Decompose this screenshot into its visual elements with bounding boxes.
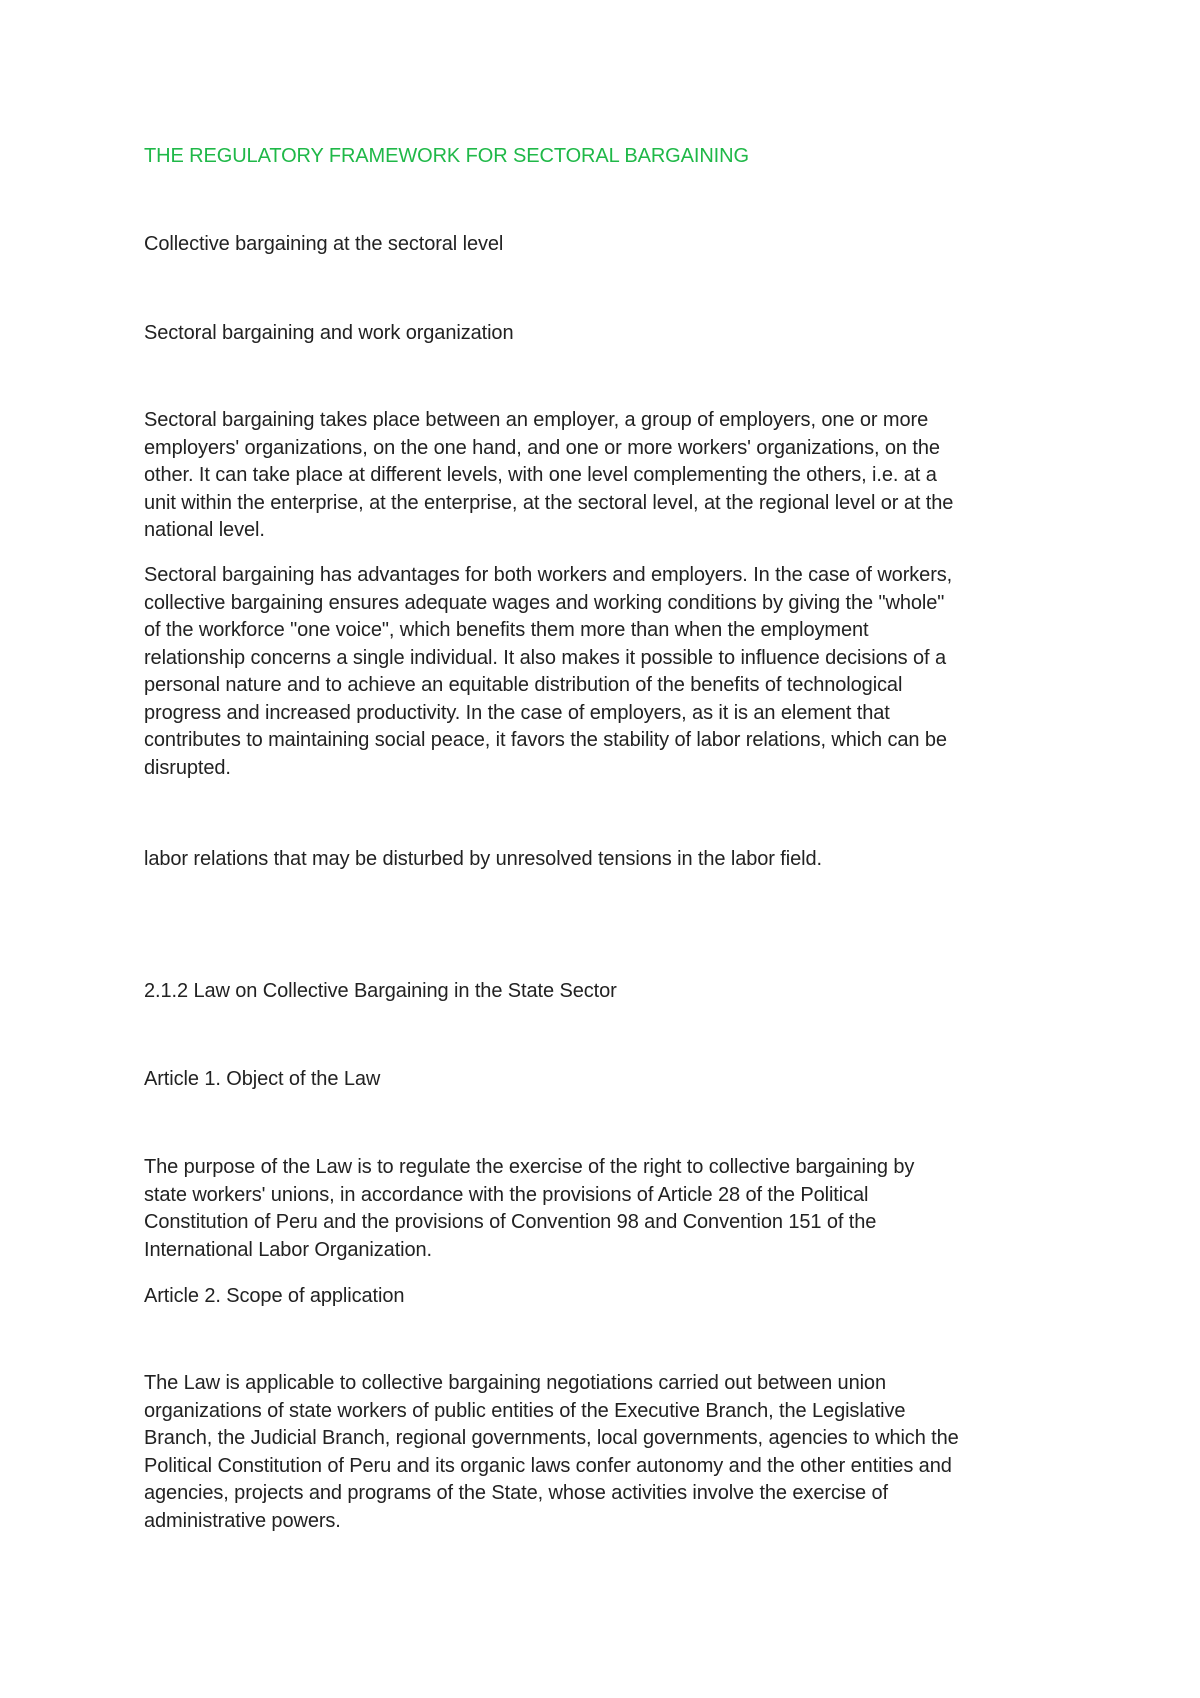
text-line: Branch, the Judicial Branch, regional governments, local governments, agencies to which the [144,1427,959,1449]
heading-collective-bargaining: Collective bargaining at the sectoral level [144,233,504,255]
text-line: disrupted. [144,756,231,779]
text-line: agencies, projects and programs of the State, whose activities involve the exercise of [144,1482,889,1504]
text-line: relationship concerns a single individual. It also makes it possible to influence decisions of a [144,646,946,669]
text-line: Constitution of Peru and the provisions of Convention 98 and Convention 151 of the [144,1211,877,1233]
paragraph-labor-relations: labor relations that may be disturbed by unresolved tensions in the labor field. [144,848,822,870]
text-line: The purpose of the Law is to regulate the exercise of the right to collective bargaining by [144,1156,915,1178]
heading-law-state-sector: 2.1.2 Law on Collective Bargaining in the State Sector [144,980,617,1002]
text-line: Sectoral bargaining has advantages for both workers and employers. In the case of workers, [144,564,953,586]
article-2-body [144,1370,1069,1535]
text-line: The Law is applicable to collective bargaining negotiations carried out between union [144,1372,886,1394]
text-line: International Labor Organization. [144,1238,432,1261]
text-line: national level. [144,519,265,541]
paragraph-advantages [144,562,1069,782]
text-line: collective bargaining ensures adequate wages and working conditions by giving the "whole" [144,591,945,614]
article-2-heading: Article 2. Scope of application [144,1285,405,1307]
article-1-body [144,1154,1069,1264]
text-line: administrative powers. [144,1509,341,1532]
text-line: personal nature and to achieve an equitable distribution of the benefits of technological [144,674,903,696]
heading-work-organization: Sectoral bargaining and work organization [144,322,514,344]
text-line: Political Constitution of Peru and its organic laws confer autonomy and the other entities and [144,1454,952,1477]
text-line: organizations of state workers of public entities of the Executive Branch, the Legislative [144,1399,906,1422]
paragraph-sectoral-bargaining [144,407,1069,545]
text-line: Sectoral bargaining takes place between an employer, a group of employers, one or more [144,409,929,431]
text-line: state workers' unions, in accordance with the provisions of Article 28 of the Political [144,1183,869,1206]
article-1-heading: Article 1. Object of the Law [144,1068,381,1090]
text-line: of the workforce "one voice", which benefits them more than when the employment [144,619,869,641]
document-title: THE REGULATORY FRAMEWORK FOR SECTORAL BARGAINING [144,145,749,167]
text-line: unit within the enterprise, at the enterprise, at the sectoral level, at the regional level or at the [144,491,954,514]
text-line: contributes to maintaining social peace, it favors the stability of labor relations, which can be [144,729,947,751]
text-line: employers' organizations, on the one hand, and one or more workers' organizations, on the [144,436,940,459]
text-line: progress and increased productivity. In the case of employers, as it is an element that [144,701,890,724]
text-line: other. It can take place at different levels, with one level complementing the others, i.e. at a [144,464,937,486]
